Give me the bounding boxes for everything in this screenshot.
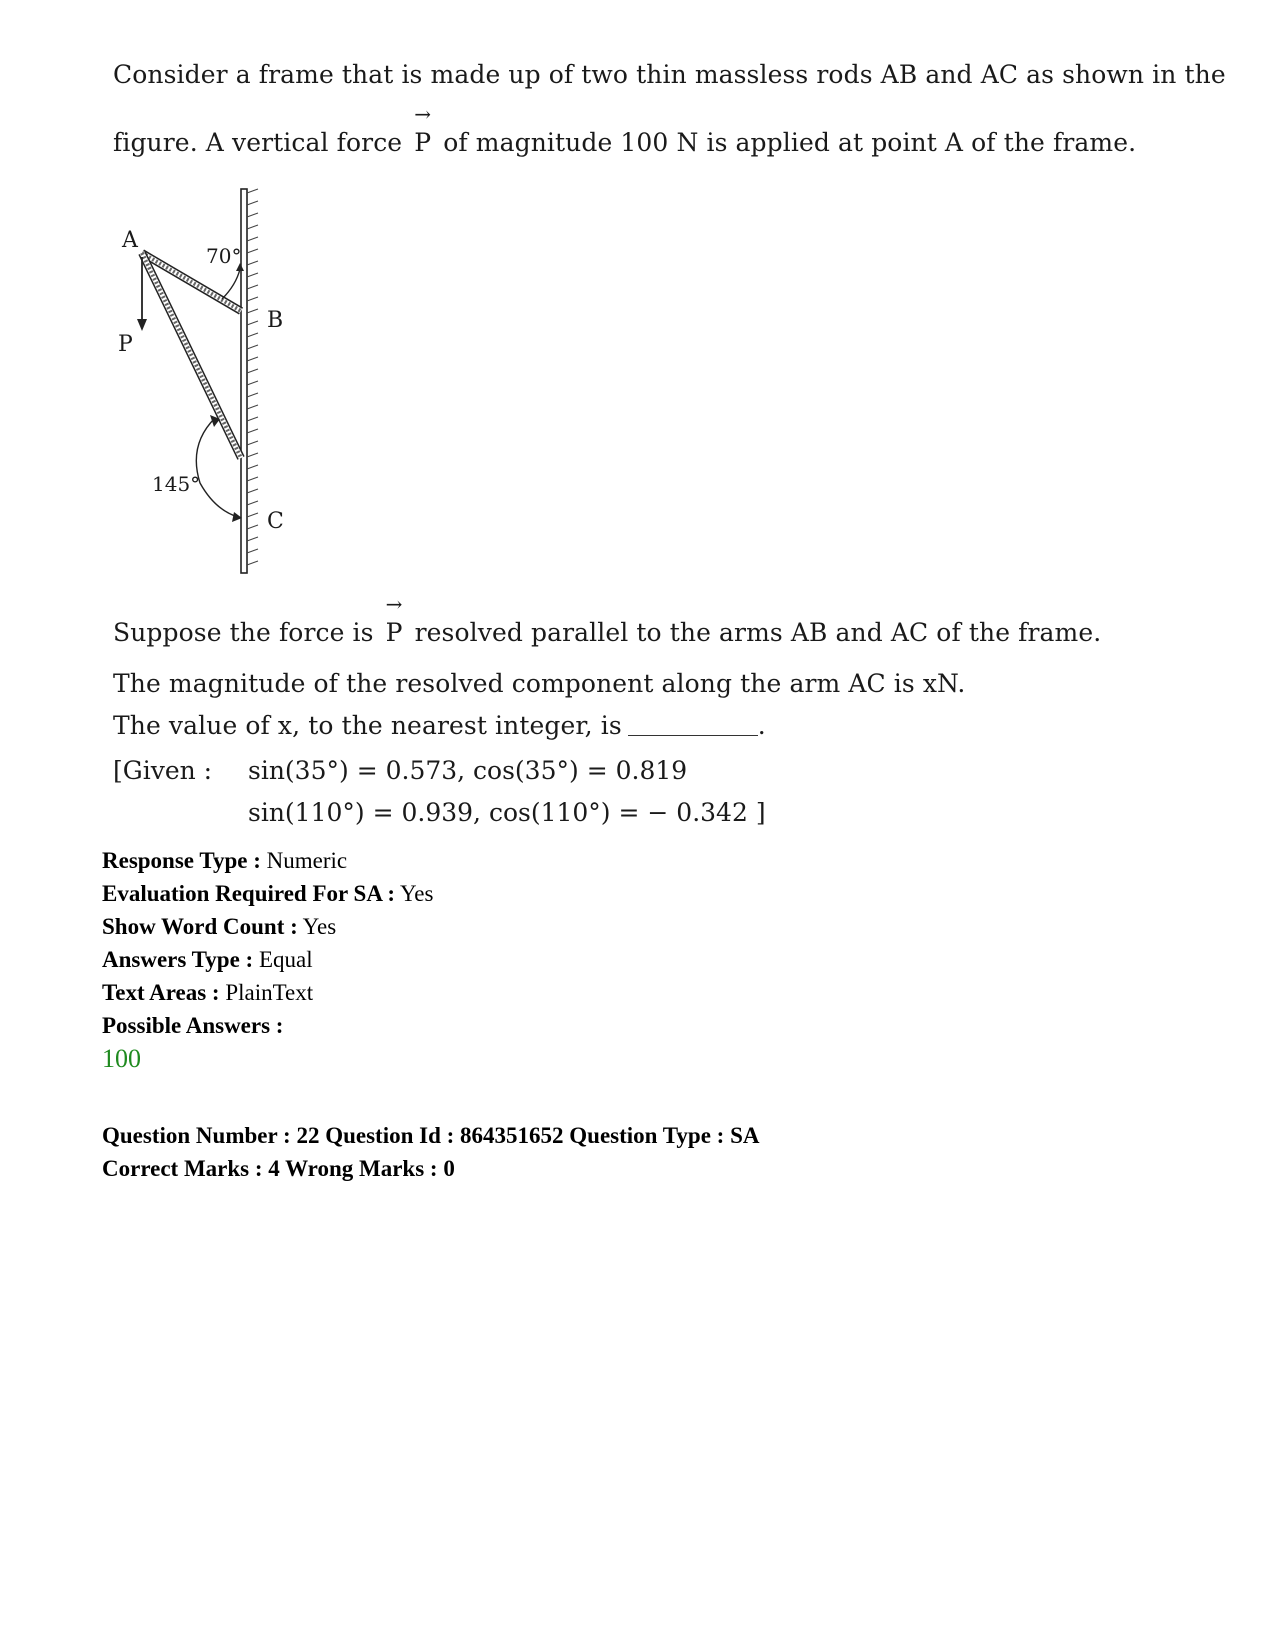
label-b: B bbox=[267, 308, 284, 333]
label-angle-145: 145° bbox=[152, 472, 201, 496]
label-p: P bbox=[118, 332, 133, 357]
meta-show-word-count: Show Word Count : Yes bbox=[102, 914, 337, 939]
answer-blank bbox=[628, 735, 758, 736]
intro-line-2: figure. A vertical force → P of magnitude 100 N is applied at point A of the frame. bbox=[113, 102, 1137, 157]
wall bbox=[241, 189, 258, 573]
intro-line-1: Consider a frame that is made up of two thin massless rods AB and AC as shown in the bbox=[113, 60, 1226, 89]
frame-figure bbox=[110, 185, 310, 585]
possible-answer-value: 100 bbox=[102, 1044, 141, 1073]
body-line-3: The value of x, to the nearest integer, is . bbox=[113, 711, 766, 740]
label-a: A bbox=[122, 228, 138, 253]
angle-arc-145 bbox=[196, 415, 242, 522]
next-question-header: Question Number : 22 Question Id : 864351652 Question Type : SA bbox=[102, 1123, 760, 1148]
vector-p-2: → P bbox=[385, 592, 403, 647]
given-label: [Given : bbox=[113, 756, 213, 785]
body-line-1: Suppose the force is → P resolved parallel to the arms AB and AC of the frame. bbox=[113, 592, 1102, 647]
meta-response-type: Response Type : Numeric bbox=[102, 848, 348, 873]
label-c: C bbox=[267, 509, 284, 534]
given-row-2: sin(110°) = 0.939, cos(110°) = − 0.342 ] bbox=[248, 798, 766, 827]
label-angle-70: 70° bbox=[206, 244, 242, 268]
meta-answers-type: Answers Type : Equal bbox=[102, 947, 313, 972]
next-question-marks: Correct Marks : 4 Wrong Marks : 0 bbox=[102, 1156, 455, 1181]
vector-p: → P bbox=[414, 102, 432, 157]
body-line-2: The magnitude of the resolved component along the arm AC is xN. bbox=[113, 669, 966, 698]
meta-evaluation-required: Evaluation Required For SA : Yes bbox=[102, 881, 434, 906]
meta-possible-answers: Possible Answers : bbox=[102, 1013, 284, 1038]
meta-text-areas: Text Areas : PlainText bbox=[102, 980, 314, 1005]
given-row-1: sin(35°) = 0.573, cos(35°) = 0.819 bbox=[248, 756, 688, 785]
